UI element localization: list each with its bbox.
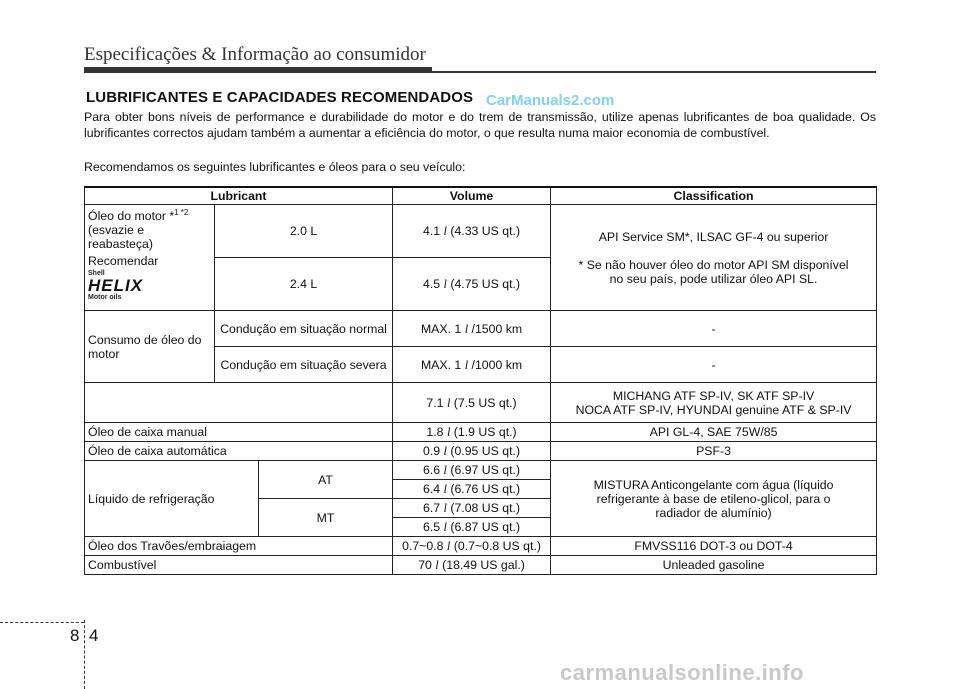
footer-divider-horizontal bbox=[0, 622, 84, 623]
manual-classification: API GL-4, SAE 75W/85 bbox=[551, 423, 877, 442]
engine-2-4: 2.4 L bbox=[215, 258, 393, 311]
engine-oil-classification: API Service SM*, ILSAC GF-4 ou superior * Se não houver óleo do motor API SM disponível no seu país, pode utilizar óleo API SL. bbox=[551, 205, 877, 311]
coolant-classification: MISTURA Anticongelante com água (líquido refrigerante à base de etileno-glicol, para o radiador de alumínio) bbox=[551, 461, 877, 537]
coolant-label: Líquido de refrigeração bbox=[85, 461, 259, 537]
atf-label bbox=[85, 383, 393, 423]
coolant-at: AT bbox=[259, 461, 393, 499]
page-section-number: 8 bbox=[70, 626, 80, 645]
auto-volume: 0.9 l (0.95 US qt.) bbox=[393, 442, 551, 461]
brake-label: Óleo dos Travões/embraiagem bbox=[85, 537, 393, 556]
auto-classification: PSF-3 bbox=[551, 442, 877, 461]
atf-classification: MICHANG ATF SP-IV, SK ATF SP-IV NOCA ATF SP-IV, HYUNDAI genuine ATF & SP-IV bbox=[551, 383, 877, 423]
coolant-mt: MT bbox=[259, 499, 393, 537]
consumption-normal: Condução em situação normal bbox=[215, 311, 393, 347]
consumption-severe-class: - bbox=[551, 347, 877, 383]
coolant-v1: 6.6 l (6.97 US qt.) bbox=[393, 461, 551, 480]
brake-classification: FMVSS116 DOT-3 ou DOT-4 bbox=[551, 537, 877, 556]
consumption-severe: Condução em situação severa bbox=[215, 347, 393, 383]
coolant-v2: 6.4 l (6.76 US qt.) bbox=[393, 480, 551, 499]
table-row bbox=[85, 311, 877, 347]
table-row bbox=[85, 556, 877, 575]
consumption-severe-max: MAX. 1 l /1000 km bbox=[393, 347, 551, 383]
section-title: LUBRIFICANTES E CAPACIDADES RECOMENDADOS bbox=[86, 89, 474, 106]
engine-2-0-volume: 4.1 l (4.33 US qt.) bbox=[393, 205, 551, 258]
engine-2-4-volume: 4.5 l (4.75 US qt.) bbox=[393, 258, 551, 311]
auto-label: Óleo de caixa automática bbox=[85, 442, 393, 461]
manual-volume: 1.8 l (1.9 US qt.) bbox=[393, 423, 551, 442]
footer-divider-vertical bbox=[84, 620, 85, 689]
consumption-normal-max: MAX. 1 l /1500 km bbox=[393, 311, 551, 347]
table-row bbox=[85, 383, 877, 423]
header-volume: Volume bbox=[393, 187, 551, 205]
atf-volume: 7.1 l (7.5 US qt.) bbox=[393, 383, 551, 423]
recommend-paragraph: Recomendamos os seguintes lubrificantes e óleos para o seu veículo: bbox=[84, 160, 466, 174]
fuel-volume: 70 l (18.49 US gal.) bbox=[393, 556, 551, 575]
intro-paragraph: Para obter bons níveis de performance e durabilidade do motor e do trem de transmissão, utilize apenas lubrificantes de boa qualidade. Os lubrificantes correctos ajudam também a aumentar a eficiência do motor, o que resulta numa maior economia de combustível. bbox=[84, 110, 876, 140]
table-row bbox=[85, 537, 877, 556]
watermark-top: CarManuals2.com bbox=[486, 92, 615, 109]
header-title: Especificações & Informação ao consumidor bbox=[84, 44, 426, 65]
consumption-label: Consumo de óleo do motor bbox=[85, 311, 215, 383]
brake-volume: 0.7~0.8 l (0.7~0.8 US qt.) bbox=[393, 537, 551, 556]
fuel-label: Combustível bbox=[85, 556, 393, 575]
page-number: 4 bbox=[89, 626, 99, 645]
table-header-row bbox=[85, 187, 877, 205]
consumption-normal-class: - bbox=[551, 311, 877, 347]
lubricants-table bbox=[84, 186, 877, 575]
header-lubricant: Lubricant bbox=[85, 187, 393, 205]
table-row bbox=[85, 205, 877, 258]
table-row bbox=[85, 423, 877, 442]
header-rule bbox=[84, 71, 876, 73]
fuel-classification: Unleaded gasoline bbox=[551, 556, 877, 575]
engine-2-0: 2.0 L bbox=[215, 205, 393, 258]
shell-helix-logo: Shell HELIX Motor oils bbox=[88, 270, 144, 302]
coolant-v3: 6.7 l (7.08 US qt.) bbox=[393, 499, 551, 518]
watermark-bottom: carmanualsonline.info bbox=[560, 660, 804, 685]
coolant-v4: 6.5 l (6.87 US qt.) bbox=[393, 518, 551, 537]
manual-label: Óleo de caixa manual bbox=[85, 423, 393, 442]
table-row bbox=[85, 461, 877, 480]
table-row bbox=[85, 442, 877, 461]
header-classification: Classification bbox=[551, 187, 877, 205]
engine-oil-label: Óleo do motor *$^{1 *2}$ (esvazie e reabasteça) Recomendar Shell HELIX Motor oils bbox=[85, 205, 215, 311]
